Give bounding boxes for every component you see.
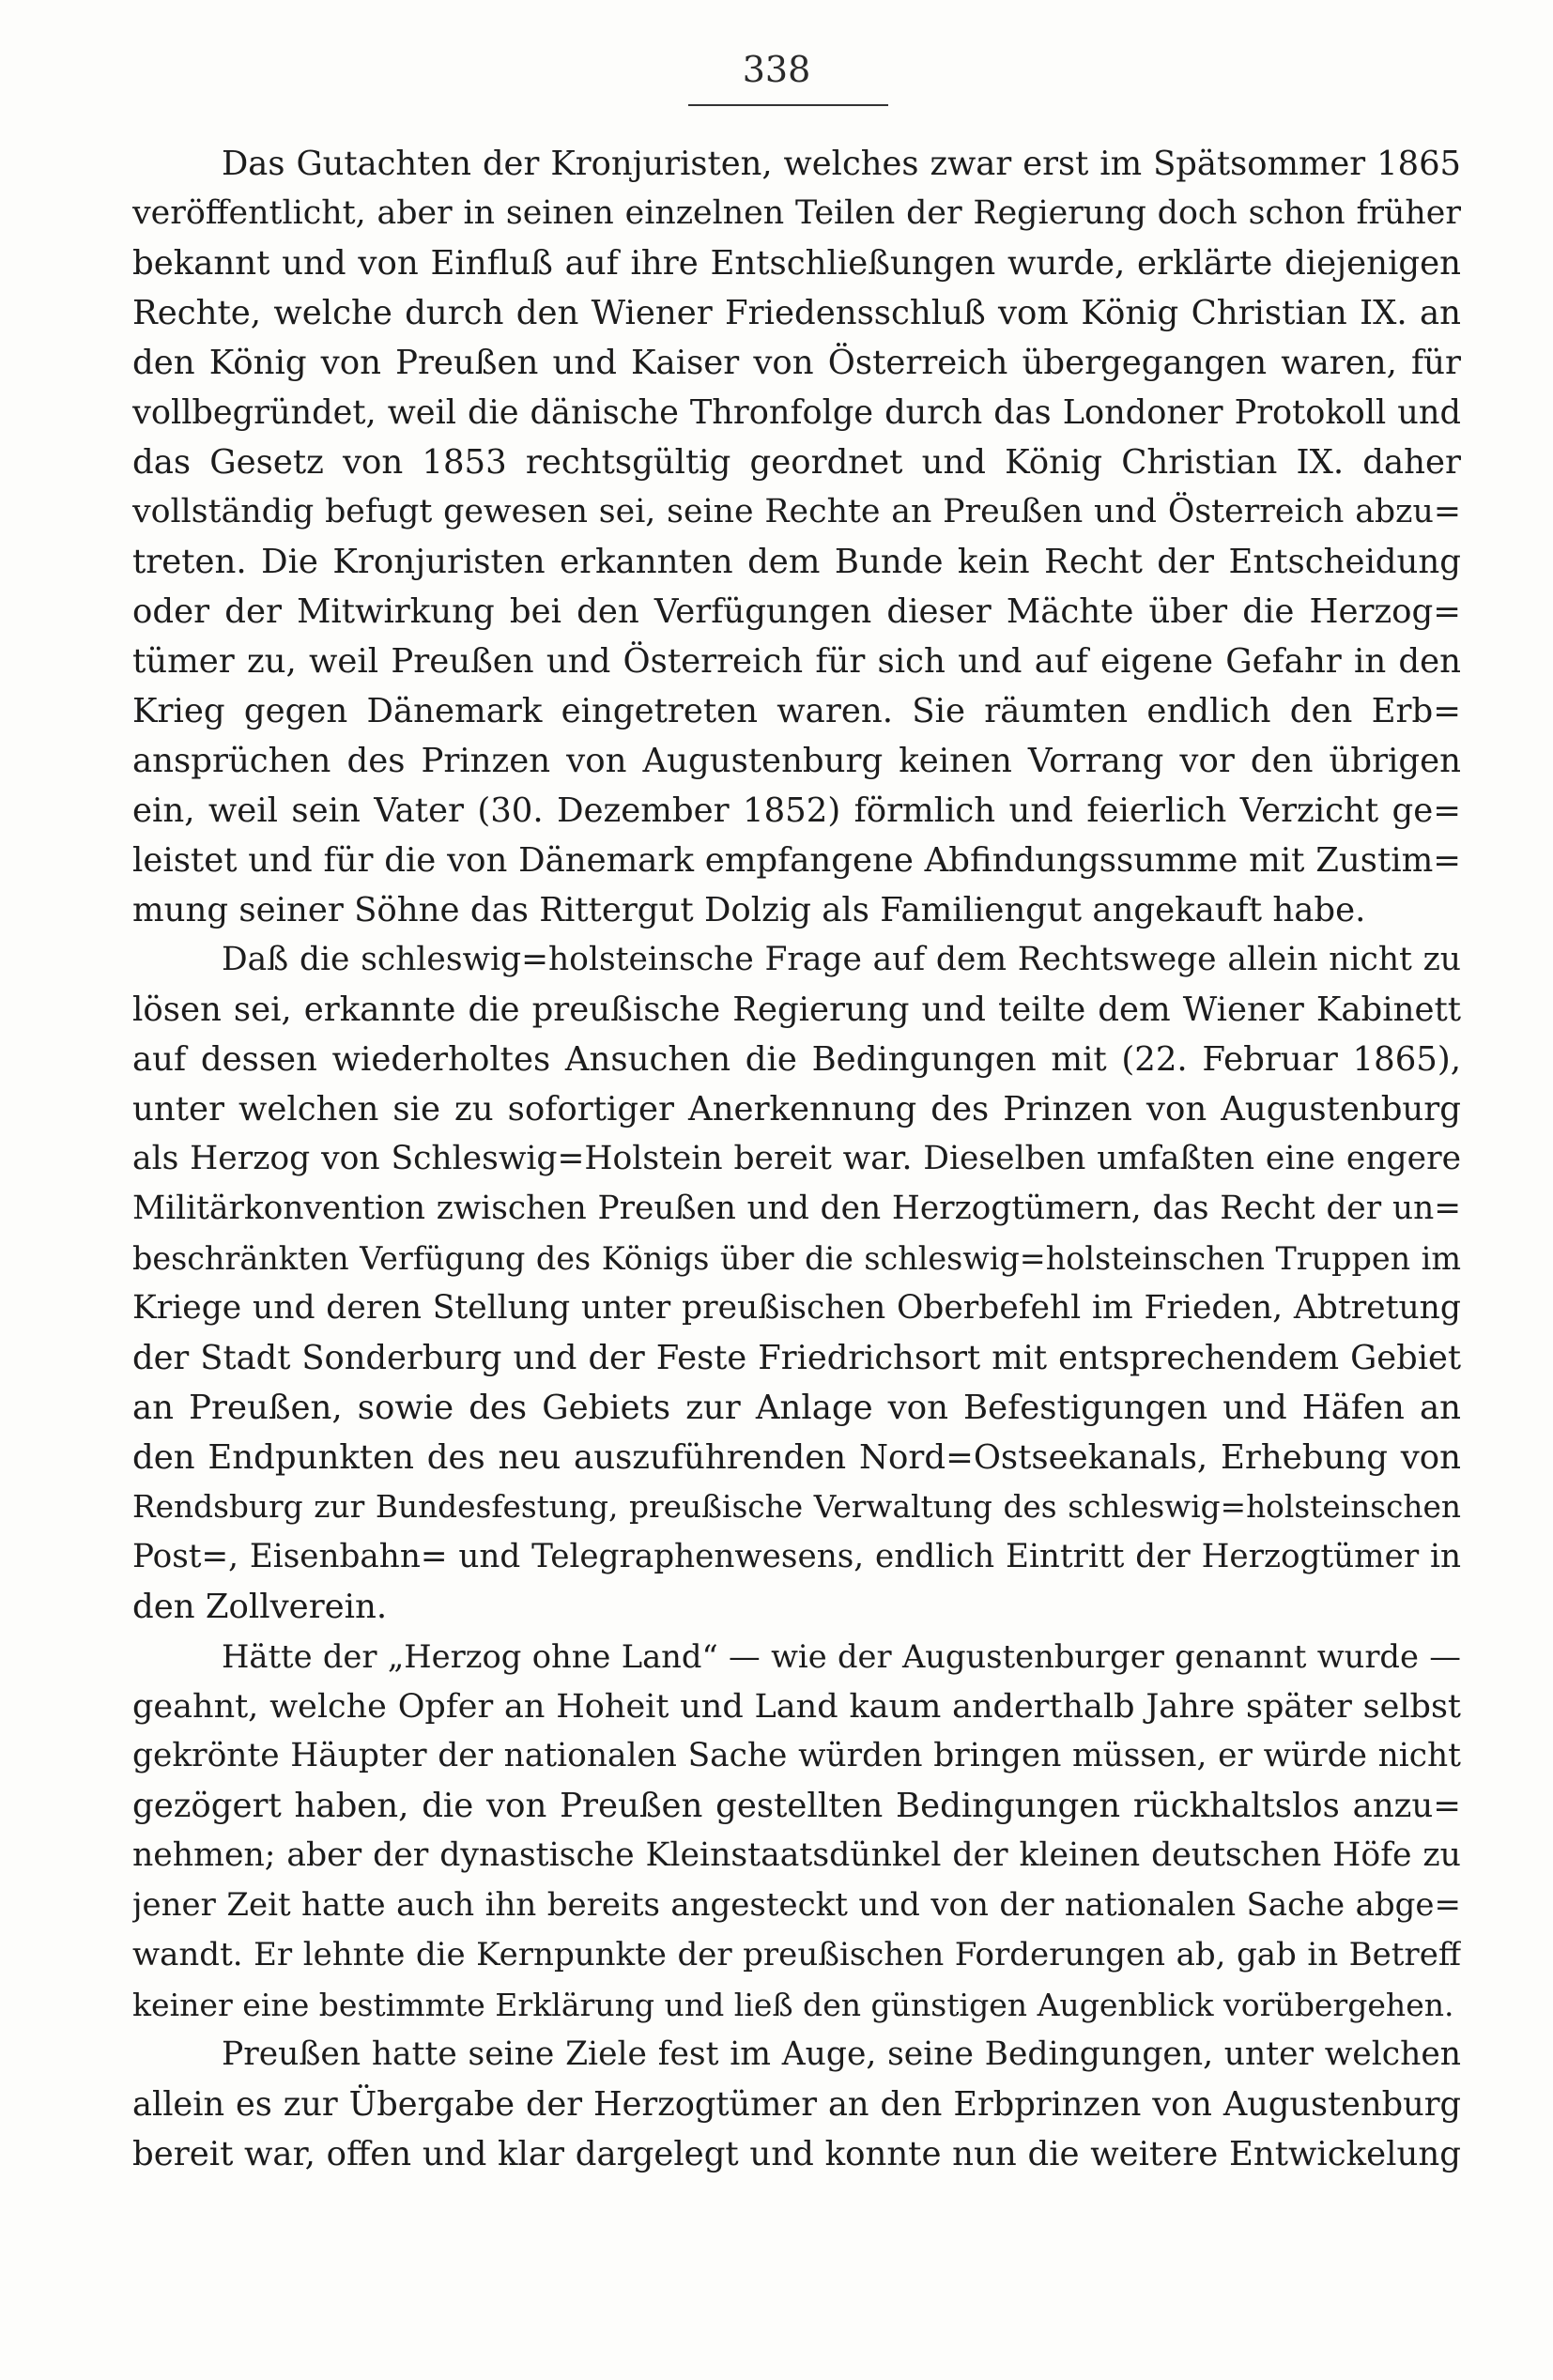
paragraph xyxy=(132,2030,1461,2179)
text-line: vollständig befugt gewesen sei, seine Rechte an Preußen und Österreich abzu= xyxy=(132,493,1461,530)
text-line: auf dessen wiederholtes Ansuchen die Bedingungen mit (22. Februar 1865), xyxy=(132,1040,1461,1079)
text-line: gezögert haben, die von Preußen gestellten Bedingungen rückhaltslos anzu= xyxy=(132,1787,1461,1825)
text-line: bekannt und von Einfluß auf ihre Entschließungen wurde, erklärte diejenigen xyxy=(132,244,1461,283)
text-line: beschränkten Verfügung des Königs über die schleswig=holsteinschen Truppen im xyxy=(132,1240,1461,1277)
text-line: Rendsburg zur Bundesfestung, preußische Verwaltung des schleswig=holsteinschen xyxy=(132,1489,1461,1525)
text-line: das Gesetz von 1853 rechtsgültig geordnet und König Christian IX. daher xyxy=(132,443,1461,482)
text-line: Daß die schleswig=holsteinsche Frage auf dem Rechtswege allein nicht zu xyxy=(222,941,1461,978)
text-line: Militärkonvention zwischen Preußen und den Herzogtümern, das Recht der un= xyxy=(132,1190,1461,1227)
text-line: den Zollverein. xyxy=(132,1588,388,1626)
paragraph xyxy=(132,935,1461,1632)
paragraph xyxy=(132,139,1461,935)
header-rule xyxy=(688,104,888,106)
text-line: allein es zur Übergabe der Herzogtümer an den Erbprinzen von Augustenburg xyxy=(132,2085,1461,2124)
text-line: leistet und für die von Dänemark empfangene Abfindungssumme mit Zustim= xyxy=(132,841,1461,880)
text-line: jener Zeit hatte auch ihn bereits angesteckt und von der nationalen Sache abge= xyxy=(132,1886,1461,1924)
text-line: mung seiner Söhne das Rittergut Dolzig als Familiengut angekauft habe. xyxy=(132,891,1366,929)
text-line: treten. Die Kronjuristen erkannten dem Bunde kein Recht der Entscheidung xyxy=(132,543,1461,581)
paragraph xyxy=(132,1632,1461,2030)
text-line: der Stadt Sonderburg und der Feste Friedrichsort mit entsprechendem Gebiet xyxy=(132,1339,1461,1377)
text-line: geahnt, welche Opfer an Hoheit und Land kaum anderthalb Jahre später selbst xyxy=(132,1687,1461,1726)
text-line: lösen sei, erkannte die preußische Regierung und teilte dem Wiener Kabinett xyxy=(132,990,1461,1029)
text-line: Das Gutachten der Kronjuristen, welches zwar erst im Spätsommer 1865 xyxy=(222,145,1461,183)
text-line: als Herzog von Schleswig=Holstein bereit war. Dieselben umfaßten eine engere xyxy=(132,1140,1461,1177)
text-line: an Preußen, sowie des Gebiets zur Anlage von Befestigungen und Häfen an xyxy=(132,1389,1461,1427)
text-line: Kriege und deren Stellung unter preußischen Oberbefehl im Frieden, Abtretung xyxy=(132,1289,1461,1327)
page-number: 338 xyxy=(742,49,811,90)
text-line: bereit war, offen und klar dargelegt und konnte nun die weitere Entwickelung xyxy=(132,2135,1461,2173)
text-line: Post=, Eisenbahn= und Telegraphenwesens, endlich Eintritt der Herzogtümer in xyxy=(132,1538,1461,1575)
text-line: veröffentlicht, aber in seinen einzelnen Teilen der Regierung doch schon früher xyxy=(132,194,1461,232)
body-text xyxy=(132,139,1461,2179)
text-line: Rechte, welche durch den Wiener Friedensschluß vom König Christian IX. an xyxy=(132,294,1461,332)
text-line: unter welchen sie zu sofortiger Anerkennung des Prinzen von Augustenburg xyxy=(132,1090,1461,1129)
text-line: oder der Mitwirkung bei den Verfügungen dieser Mächte über die Herzog= xyxy=(132,592,1461,631)
text-line: keiner eine bestimmte Erklärung und ließ den günstigen Augenblick vorübergehen. xyxy=(132,1987,1454,2023)
text-line: den König von Preußen und Kaiser von Österreich übergegangen waren, für xyxy=(132,344,1461,382)
text-line: ansprüchen des Prinzen von Augustenburg keinen Vorrang vor den übrigen xyxy=(132,742,1461,780)
text-line: Preußen hatte seine Ziele fest im Auge, seine Bedingungen, unter welchen xyxy=(222,2035,1461,2073)
text-line: Hätte der „Herzog ohne Land“ — wie der Augustenburger genannt wurde — xyxy=(222,1638,1461,1675)
text-line: tümer zu, weil Preußen und Österreich für sich und auf eigene Gefahr in den xyxy=(132,642,1461,681)
text-line: wandt. Er lehnte die Kernpunkte der preußischen Forderungen ab, gab in Betreff xyxy=(132,1936,1461,1973)
text-line: Krieg gegen Dänemark eingetreten waren. Sie räumten endlich den Erb= xyxy=(132,692,1461,730)
text-line: den Endpunkten des neu auszuführenden Nord=Ostseekanals, Erhebung von xyxy=(132,1438,1461,1477)
text-line: nehmen; aber der dynastische Kleinstaatsdünkel der kleinen deutschen Höfe zu xyxy=(132,1836,1461,1874)
text-line: gekrönte Häupter der nationalen Sache würden bringen müssen, er würde nicht xyxy=(132,1737,1461,1774)
text-line: vollbegründet, weil die dänische Thronfolge durch das Londoner Protokoll und xyxy=(132,393,1461,432)
text-line: ein, weil sein Vater (30. Dezember 1852) förmlich und feierlich Verzicht ge= xyxy=(132,791,1461,830)
